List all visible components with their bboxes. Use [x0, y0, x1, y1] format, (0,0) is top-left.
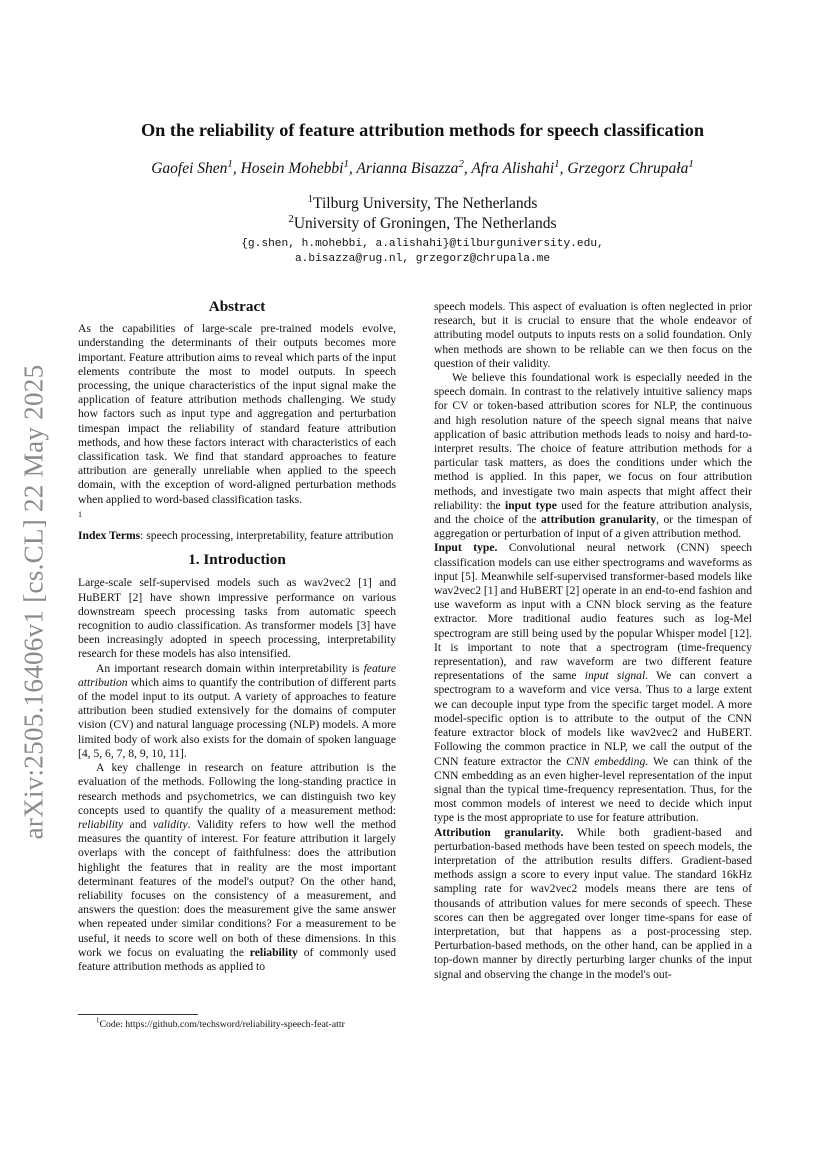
left-column [78, 300, 396, 974]
right-paragraph-1: speech models. This aspect of evaluation is often neglected in prior research, but it is crucial to ensure that the whole endeavor of attributing model outputs to inputs rests on a solid foundation. Only when methods are shown to be reliable can we then focus on the question of their validity. [434, 300, 752, 370]
affiliation-1 [80, 192, 765, 213]
affiliation-text: University of Groningen, The Netherlands [293, 215, 557, 232]
affiliation-mark: 2 [288, 212, 294, 225]
email-line-2: a.bisazza@rug.nl, grzegorz@chrupala.me [294, 253, 551, 265]
author-name: Gaofei Shen [151, 160, 228, 177]
footnote-text: $^1$Code: https://github.com/techsword/reliability-speech-feat-attr [96, 1017, 345, 1030]
author-affil-mark: 1 [343, 157, 349, 170]
section-heading-introduction: 1. Introduction [188, 551, 286, 569]
author-name: Hosein Mohebbi [240, 160, 344, 177]
affiliation-mark: 1 [307, 192, 314, 205]
intro-paragraph-2: An important research domain within interpretability is feature attribution which aims to quantify the contribution of different parts of the model input to its output. A variety of approaches to feature attribution been studied extensively for the domains of computer vision (CV) and natural language processing (NLP) models. A more limited body of work also exists for the domain of spoken language [4, 5, 6, 7, 8, 9, 10, 11]. [78, 661, 396, 760]
intro-paragraph-3: A key challenge in research on feature attribution is the evaluation of the methods. Following the long-standing practice in research methods and psychometrics, we can distinguish two key concepts used to quantify the quality of a measurement method: reliability and validity. Validity refers to how well the method measures the quantity of interest. For feature attribution it largely overlaps with the concept of faithfulness: does the attribution highlight the features that in reality are the most important determinant features of the model's output? On the other hand, reliability focuses on the consistency of a measurement, and answers the question: does the measurement give the same answer when repeated under similar conditions? For a measurement to be useful, it needs to score well on both of these dimensions. In this work we focus on evaluating the reliability of commonly used feature attribution methods as applied to [78, 761, 396, 973]
author-name: Grzegorz Chrupała [567, 160, 689, 177]
author-name: Afra Alishahi [471, 160, 555, 177]
paper-title: On the reliability of feature attribution methods for speech classification [140, 120, 705, 140]
granularity-label: Attribution granularity. [434, 825, 564, 839]
arxiv-sidebar-stamp [8, 342, 60, 862]
arxiv-identifier: arXiv:2505.16406v1 [cs.CL] 22 May 2025 [18, 364, 49, 840]
input-type-label: Input type. [434, 541, 498, 555]
author-list: Gaofei Shen$^1$, Hosein Mohebbi$^1$, Arianna Bisazza$^2$, Afra Alishahi$^1$, Grzegorz Chrupała$^1$ [151, 157, 694, 177]
author-affil-mark: 1 [554, 157, 560, 170]
input-type-paragraph: Input type. Convolutional neural network (CNN) speech classification models can use either spectrograms and waveforms as input [5]. Meanwhile self-supervised transformer-based models like wav2vec2 [1] and HuBERT [2] operate in an end-to-end fashion and use waveform as input with a CNN block serving as the feature extractor. More traditional audio features such as log-Mel spectrogram are still being used by the popular Whisper model [12]. It is important to note that a spectrogram (time-frequency representation), and raw waveform are two different feature representations of the same input signal. We can convert a spectrogram to a waveform and vice versa. Thus to a large extent we can decouple input type from the specific target model. A more model-specific option is to attribute to the output of the CNN feature extractor block of models like wav2vec2 and HuBERT. Following the common practice in NLP, we call the output of the CNN feature extractor the CNN embedding. We can think of the CNN embedding as an even higher-level representation of the input signal than the typical time-frequency representation. Thus, for the most common models of interest we need to decide which input type is the most appropriate to use for feature attribution. [434, 541, 752, 825]
email-line-1: {g.shen, h.mohebbi, a.alishahi}@tilburguniversity.edu, [241, 238, 604, 250]
right-paragraph-2: We believe this foundational work is especially needed in the speech domain. In contrast to the relatively intuitive saliency maps for CV or token-based attribution scores for NLP, the continuous and high resolution nature of the speech signal means that naive application of basic attribution methods leads to noisy and hard-to-interpret results. The choice of feature attribution methods for a particular task matters, as does the conditions under which the method is applied. In this paper, we focus on four attribution methods, and investigate two main aspects that might affect their reliability: the input type used for the feature attribution analysis, and the choice of the attribution granularity, or the timespan of aggregation or perturbation of input of a given attribution method. [434, 371, 752, 541]
intro-paragraph-1: Large-scale self-supervised models such as wav2vec2 [1] and HuBERT [2] have shown impressive performance on various downstream speech processing tasks from automatic speech recognition to audio classification. As transformer models [3] have been increasingly adopted in speech processing, interpretability research for these models has also intensified. [78, 576, 396, 661]
index-terms-text: : speech processing, interpretability, feature attribution [140, 529, 394, 543]
author-name: Arianna Bisazza [356, 160, 459, 177]
index-terms [78, 529, 396, 543]
footnote-rule [78, 1014, 198, 1015]
index-terms-label: Index Terms [78, 529, 141, 543]
abstract-text: As the capabilities of large-scale pre-trained models evolve, understanding the determinants of their outputs becomes more important. Feature attribution aims to reveal which parts of the input elements contribute the most to model outputs. In speech processing, the unique characteristics of the input signal make the application of feature attribution methods challenging. We study how factors such as input type and aggregation and perturbation timespan impact the reliability of standard feature attribution methods, and how these factors interact with characteristics of each classification task. We find that standard approaches to feature attribution are generally unreliable when applied to the speech domain, with the exception of word-aligned perturbation methods when applied to word-based classification tasks. [78, 322, 396, 506]
author-affil-mark: 1 [688, 157, 694, 170]
footnote [78, 1014, 396, 1030]
right-column [434, 300, 752, 982]
author-affil-mark: 1 [227, 157, 233, 170]
abstract-heading: Abstract [208, 298, 266, 315]
abstract-footnote-mark: 1 [78, 509, 82, 519]
granularity-paragraph: Attribution granularity. While both gradient-based and perturbation-based methods have been tested on speech models, the interpretation of the attribution results differs. Gradient-based methods assign a score to every input value. The standard 16kHz sampling rate for wav2vec2 models means there are tens of thousands of attribution values for mere seconds of speech. These scores can then be aggregated over longer time-spans for ease of interpretation, but that happens as a post-processing step. Perturbation-based methods, on the other hand, can be applied in a top-down manner by directly perturbing larger chunks of the input signal and observing the change in the model's out- [434, 825, 752, 981]
affiliation-2 [80, 212, 765, 233]
affiliation-text: Tilburg University, The Netherlands [313, 195, 538, 212]
author-affil-mark: 2 [458, 157, 464, 170]
